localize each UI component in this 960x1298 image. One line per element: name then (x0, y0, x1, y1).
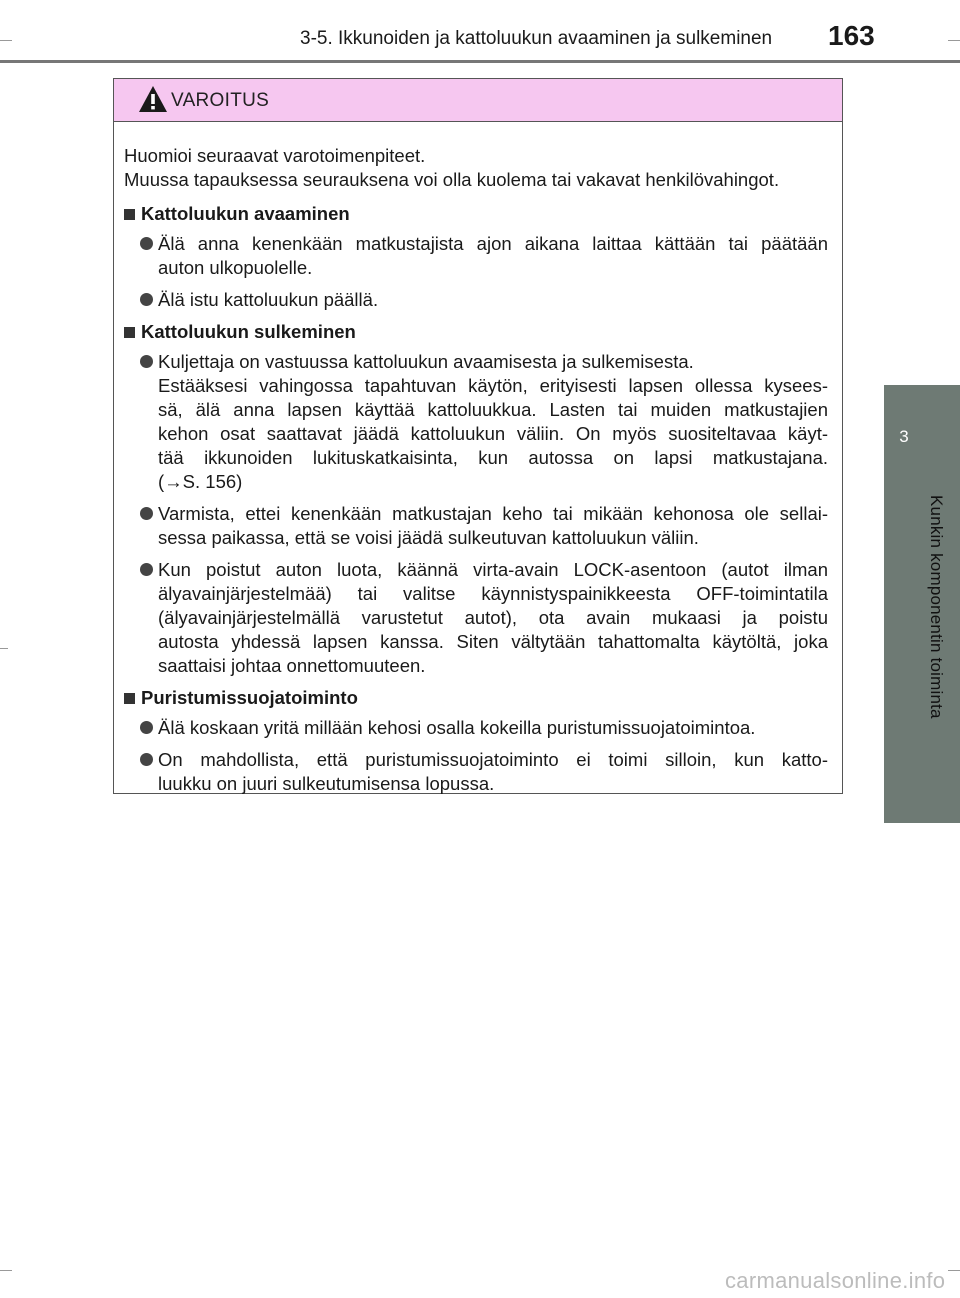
dot-bullet-icon (140, 563, 153, 576)
list-item: On mahdollista, että puristumissuojatoiminto ei toimi silloin, kun katto- luukku on juuri sulkeutumisensa lopussa. (124, 748, 828, 796)
section-opening (124, 202, 828, 312)
list-item: Älä istu kattoluukun päällä. (124, 288, 828, 312)
section-closing (124, 320, 828, 678)
crop-mark (0, 648, 8, 649)
dot-bullet-icon (140, 753, 153, 766)
square-bullet-icon (124, 693, 135, 704)
warning-box (113, 78, 843, 794)
page-reference: (→S. 156) (158, 471, 243, 492)
dot-bullet-icon (140, 293, 153, 306)
intro-line: Huomioi seuraavat varotoimenpiteet. (124, 145, 426, 166)
header-rule (0, 60, 960, 63)
warning-body (114, 122, 842, 796)
crop-mark (0, 1270, 12, 1271)
warning-intro (124, 144, 828, 192)
intro-line: Muussa tapauksessa seurauksena voi olla kuolema tai vakavat henkilövahingot. (124, 169, 780, 190)
list-item: Älä anna kenenkään matkustajista ajon aikana laittaa kättään tai päätään auton ulkopuolelle. (124, 232, 828, 280)
watermark: carmanualsonline.info (725, 1268, 946, 1293)
crop-mark (0, 40, 12, 41)
warning-triangle-icon (138, 85, 168, 118)
dot-bullet-icon (140, 355, 153, 368)
chapter-tab (884, 385, 960, 823)
list-item: Kun poistut auton luota, käännä virta-avain LOCK-asentoon (autot ilman älyavainjärjestelmää) tai valitse käynnistyspainikkeesta OFF-toimintatila (älyavainjärjestelmällä varustetut autot), ota avain mukaasi ja poistu autosta yhdessä lapsen kanssa. Siten vältytään tahattomalta käytöltä, joka saattaisi johtaa onnettomuuteen. (124, 558, 828, 678)
section-title: 3-5. Ikkunoiden ja kattoluukun avaaminen ja sulkeminen (300, 28, 773, 49)
section-anti-pinch (124, 686, 828, 796)
page-header (0, 0, 960, 70)
section-heading: Puristumissuojatoiminto (124, 686, 828, 710)
list-item: Kuljettaja on vastuussa kattoluukun avaamisesta ja sulkemisesta. Estääksesi vahingossa tapahtuvan käytön, erityisesti lapsen ollessa kysees- sä, älä anna lapsen käyttää kattoluukkua. Lasten tai muiden matkustajien kehon osat saattavat jäädä kattoluukun väliin. On myös suositeltavaa käyt- tää ikkunoiden lukituskatkaisinta, kun autossa on lapsi matkustajana. (→S. 156) (124, 350, 828, 494)
list-item: Älä koskaan yritä millään kehosi osalla kokeilla puristumissuojatoimintoa. (124, 716, 828, 740)
chapter-label: Kunkin komponentin toiminta (927, 495, 946, 719)
warning-header (114, 79, 842, 122)
page-number: 163 (828, 20, 875, 51)
crop-mark (948, 40, 960, 41)
list-item: Varmista, ettei kenenkään matkustajan keho tai mikään kehonosa ole sellai- sessa paikassa, että se voisi jäädä sulkeutuvan kattoluukun väliin. (124, 502, 828, 550)
square-bullet-icon (124, 209, 135, 220)
warning-title: VAROITUS (171, 90, 270, 111)
chapter-number: 3 (899, 427, 909, 446)
crop-mark (948, 1270, 960, 1271)
dot-bullet-icon (140, 237, 153, 250)
square-bullet-icon (124, 327, 135, 338)
section-heading: Kattoluukun avaaminen (124, 202, 828, 226)
section-heading: Kattoluukun sulkeminen (124, 320, 828, 344)
dot-bullet-icon (140, 507, 153, 520)
dot-bullet-icon (140, 721, 153, 734)
